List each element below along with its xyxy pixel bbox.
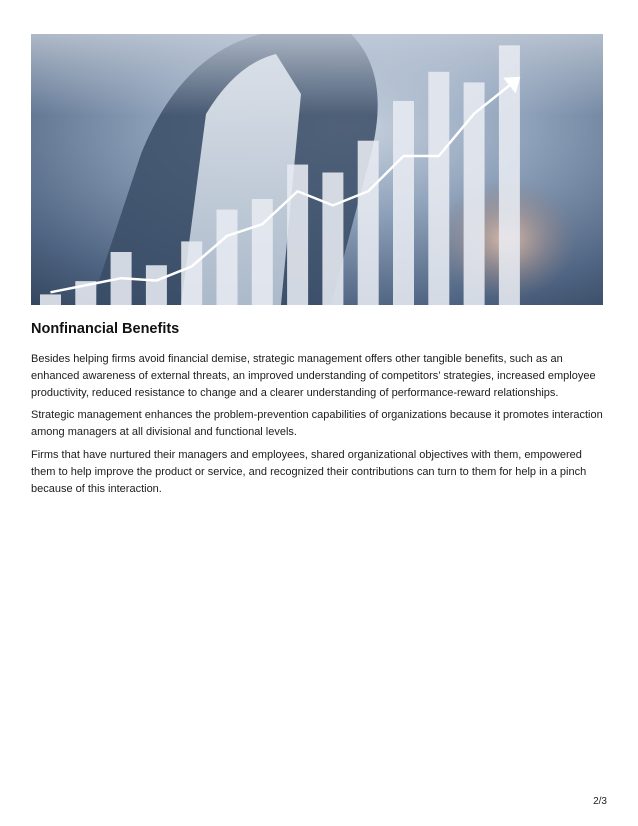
chart-bar bbox=[146, 265, 167, 305]
chart-bar bbox=[217, 210, 238, 305]
chart-bar bbox=[428, 72, 449, 305]
hero-image bbox=[31, 34, 603, 305]
chart-bar bbox=[393, 101, 414, 305]
chart-bar bbox=[322, 173, 343, 306]
section-heading: Nonfinancial Benefits bbox=[31, 321, 180, 337]
page-number: 2/3 bbox=[593, 796, 607, 807]
growth-chart-illustration bbox=[31, 34, 603, 305]
paragraph: Firms that have nurtured their managers and employees, shared organizational objectives with them, empowered them to help improve the product or service, and recognized their contributions can turn to them for help in a pinch because of this interaction. bbox=[31, 449, 587, 495]
paragraph: Strategic management enhances the problem-prevention capabilities of organizations because it promotes interaction among managers at all divisional and functional levels. bbox=[31, 409, 603, 438]
chart-bar bbox=[287, 165, 308, 305]
chart-bar bbox=[252, 199, 273, 305]
chart-bar bbox=[181, 241, 202, 305]
chart-bar bbox=[464, 82, 485, 305]
paragraph: Besides helping firms avoid financial demise, strategic management offers other tangible benefits, such as an enhanced awareness of external threats, an improved understanding of competitors’ strategies, increased employee productivity, reduced resistance to change and a clearer understanding of performance-reward relationships. bbox=[31, 353, 596, 399]
chart-bar bbox=[40, 294, 61, 305]
chart-bar bbox=[358, 141, 379, 305]
